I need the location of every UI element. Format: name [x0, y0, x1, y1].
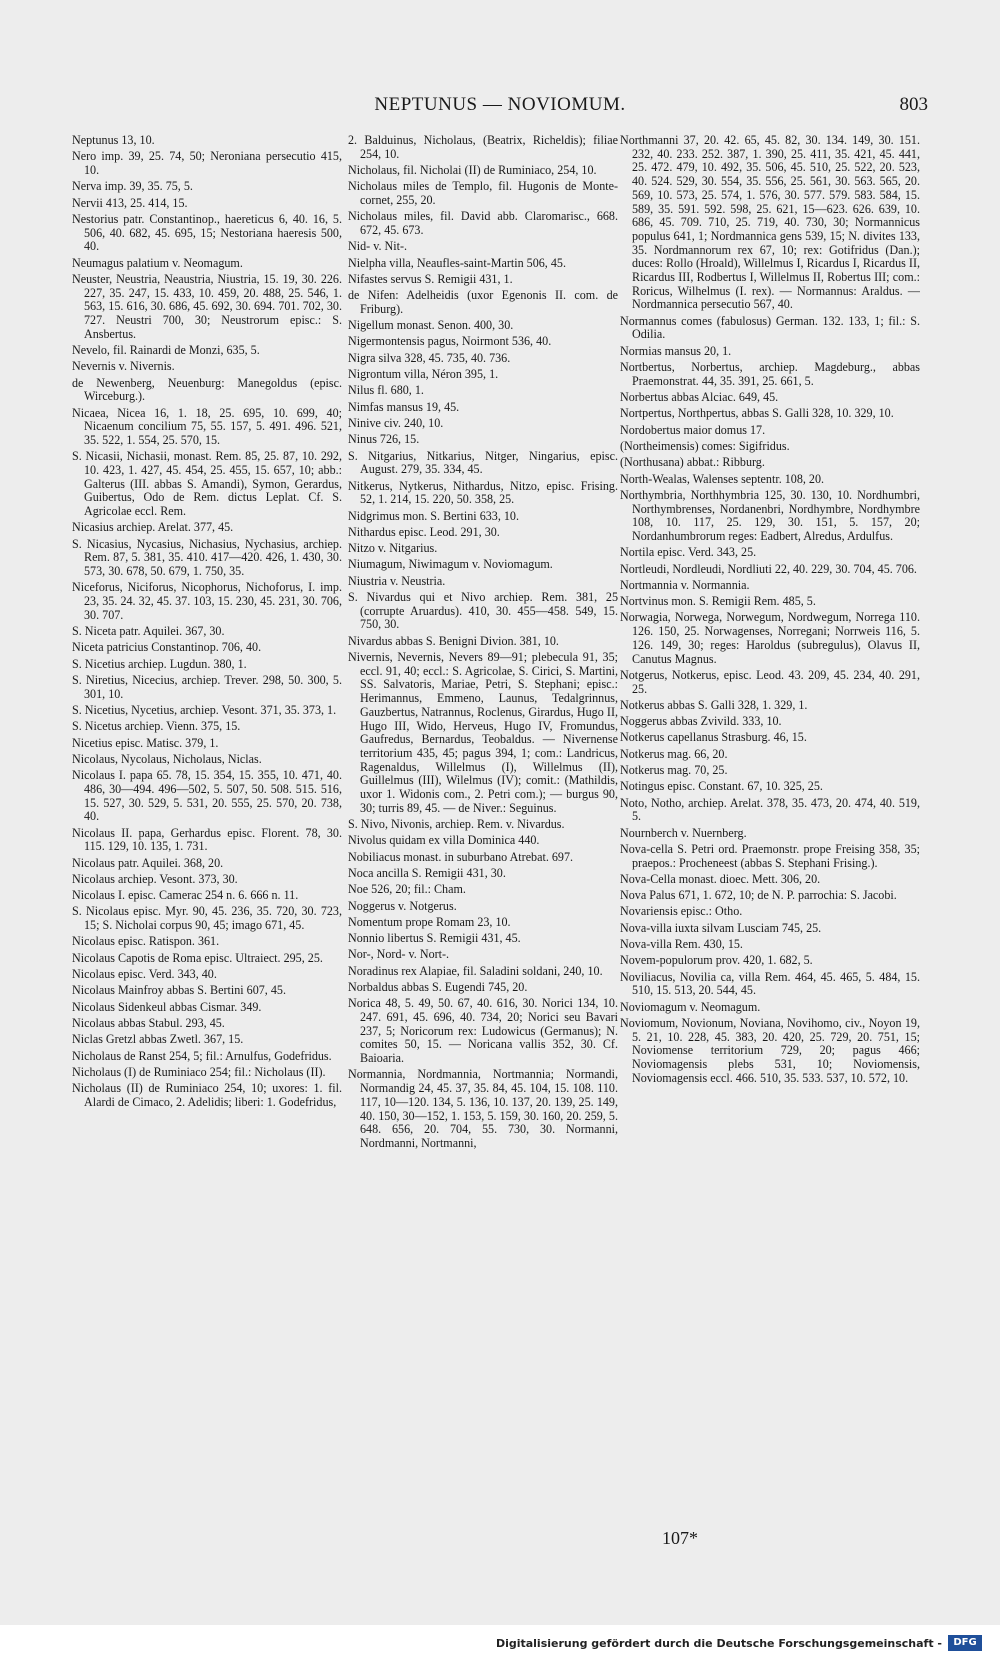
- index-entry: Noviomagum v. Neomagum.: [620, 999, 761, 1014]
- index-entry: Nigermontensis pagus, Noirmont 536, 40.: [348, 334, 552, 349]
- index-entry: Niustria v. Neustria.: [348, 573, 446, 588]
- index-entry: Noviliacus, Novilia ca, villa Rem. 464, 45. 465, 5. 484, 15. 510, 15. 513, 20. 544, 45.: [620, 969, 920, 998]
- index-entry: Neuster, Neustria, Neaustria, Niustria, 15. 19, 30. 226. 227, 35. 247, 15. 433, 10. 459, 20. 488, 25. 546, 1. 563, 15. 616, 30. 686, 45. 692, 30. 694. 701. 702, 30. 727. Neustri 700, 30; Neustrorum episc.: S. Ansbertus.: [72, 271, 342, 341]
- dfg-logo-icon: DFG: [948, 1635, 982, 1651]
- index-entry: Niceta patricius Constantinop. 706, 40.: [72, 640, 262, 655]
- running-title: NEPTUNUS — NOVIOMUM.: [374, 94, 626, 115]
- index-entry: Nevernis v. Nivernis.: [72, 359, 175, 374]
- index-entry: Nortbertus, Norbertus, archiep. Magdeburg., abbas Praemonstrat. 44, 35. 391, 25. 661, 5.: [620, 360, 920, 388]
- index-entry: Neptunus 13, 10.: [72, 134, 155, 147]
- page-number: 803: [899, 94, 928, 115]
- index-entry: Normannus comes (fabulosus) German. 132. 133, 1; fil.: S. Odilia.: [620, 313, 920, 342]
- index-entry: Nicolaus patr. Aquilei. 368, 20.: [72, 855, 224, 870]
- index-entry: de Nifen: Adelheidis (uxor Egenonis II. com. de Friburg).: [348, 288, 618, 316]
- index-entry: Nicholaus miles de Templo, fil. Hugonis de Monte-cornet, 255, 20.: [348, 179, 618, 207]
- index-entry: (Northeimensis) comes: Sigifridus.: [620, 438, 790, 453]
- index-entry: S. Nivardus qui et Nivo archiep. Rem. 381, 25 (corrupte Aruardus). 410, 30. 455—458. 549, 15. 750, 30.: [348, 590, 618, 632]
- index-entry: Nournberch v. Nuernberg.: [620, 825, 747, 840]
- index-entry: Notkerus abbas S. Galli 328, 1. 329, 1.: [620, 697, 808, 712]
- index-entry: Nerva imp. 39, 35. 75, 5.: [72, 179, 193, 194]
- index-entry: Nivolus quidam ex villa Dominica 440.: [348, 833, 540, 848]
- index-column-1: [72, 134, 342, 1534]
- index-entry: Nicolaus Capotis de Roma episc. Ultraiect. 295, 25.: [72, 950, 323, 965]
- index-entry: Norbaldus abbas S. Eugendi 745, 20.: [348, 980, 528, 995]
- index-entry: Novariensis episc.: Otho.: [620, 904, 743, 919]
- index-entry: Nicolaus Sidenkeul abbas Cismar. 349.: [72, 999, 262, 1014]
- index-entry: Nicolaus, Nycolaus, Nicholaus, Niclas.: [72, 751, 262, 766]
- index-entry: Nicolaus episc. Ratispon. 361.: [72, 934, 220, 949]
- index-entry: Nielpha villa, Neaufles-saint-Martin 506, 45.: [348, 255, 566, 270]
- index-entry: Nortpertus, Northpertus, abbas S. Galli 328, 10. 329, 10.: [620, 406, 894, 421]
- index-entry: Nicolaus archiep. Vesont. 373, 30.: [72, 871, 238, 886]
- index-entry: Nicolaus I. episc. Camerac 254 n. 6. 666 n. 11.: [72, 888, 299, 903]
- index-entry: Nidgrimus mon. S. Bertini 633, 10.: [348, 508, 519, 523]
- index-entry: Nortvinus mon. S. Remigii Rem. 485, 5.: [620, 594, 816, 609]
- index-column-2: [348, 134, 618, 1534]
- index-entry: Nicetius episc. Matisc. 379, 1.: [72, 735, 219, 750]
- index-entry: Norbertus abbas Alciac. 649, 45.: [620, 390, 779, 405]
- index-entry: S. Niceta patr. Aquilei. 367, 30.: [72, 624, 225, 639]
- index-entry: (Northusana) abbat.: Ribburg.: [620, 455, 765, 470]
- index-entry: S. Nicetius archiep. Lugdun. 380, 1.: [72, 656, 247, 671]
- index-entry: Normias mansus 20, 1.: [620, 343, 732, 358]
- index-entry: Nortila episc. Verd. 343, 25.: [620, 545, 757, 560]
- index-entry: Neumagus palatium v. Neomagum.: [72, 255, 243, 270]
- index-entry: S. Nicasii, Nichasii, monast. Rem. 85, 25. 87, 10. 292, 10. 423, 1. 427, 45. 454, 25. 455, 15. 657, 10; abb.: Galterus (III. abbas S. Amandi), Symon, Gerardus, Guibertus, Odo de Rem. dictus Leplat. Cf. S. Agricolae eccl. Rem.: [72, 449, 342, 519]
- index-entry: de Newenberg, Neuenburg: Manegoldus (episc. Wirceburg.).: [72, 375, 342, 404]
- index-entry: Notgerus, Notkerus, episc. Leod. 43. 209, 45. 234, 40. 291, 25.: [620, 667, 920, 696]
- index-entry: Ninus 726, 15.: [348, 432, 420, 447]
- index-entry: Nicolaus Mainfroy abbas S. Bertini 607, 45.: [72, 983, 286, 998]
- index-entry: Nortmannia v. Normannia.: [620, 577, 750, 592]
- index-entry: Noviomum, Novionum, Noviana, Novihomo, civ., Noyon 19, 5. 21, 10. 228, 45. 383, 20. 420, 25. 729, 20. 751, 15; Noviomense territorium 729, 20; pagus 466; Noviomagensis plebs 531, 10; Noviomensis, Noviomagensis eccl. 466. 510, 35. 533. 537, 10. 572, 10.: [620, 1015, 920, 1085]
- funding-credit: Digitalisierung gefördert durch die Deutsche Forschungsgemeinschaft -: [495, 1637, 942, 1650]
- index-entry: Nimfas mansus 19, 45.: [348, 399, 460, 414]
- index-entry: Nova-cella S. Petri ord. Praemonstr. prope Freising 358, 35; praepos.: Procheneest (abbas S. Stephani Frising.).: [620, 841, 920, 870]
- index-entry: Notkerus mag. 70, 25.: [620, 763, 728, 777]
- index-entry: Nicolaus episc. Verd. 343, 40.: [72, 967, 217, 982]
- index-entry: Nova-Cella monast. dioec. Mett. 306, 20.: [620, 871, 821, 886]
- index-entry: Nicaea, Nicea 16, 1. 18, 25. 695, 10. 699, 40; Nicaenum concilium 75, 55. 157, 5. 491. 496. 521, 35. 522, 1. 554, 25. 570, 15.: [72, 405, 342, 447]
- index-entry: Nortleudi, Nordleudi, Nordliuti 22, 40. 229, 30. 704, 45. 706.: [620, 561, 917, 576]
- index-entry: Nomentum prope Romam 23, 10.: [348, 914, 511, 929]
- index-entry: Nicholaus miles, fil. David abb. Claromarisc., 668. 672, 45. 673.: [348, 209, 618, 237]
- index-entry: Nero imp. 39, 25. 74, 50; Neroniana persecutio 415, 10.: [72, 149, 342, 177]
- index-entry: S. Nitgarius, Nitkarius, Nitger, Ningarius, episc. August. 279, 35. 334, 45.: [348, 448, 618, 477]
- index-entry: Northymbria, Northhymbria 125, 30. 130, 10. Nordhumbri, Northymbrenses, Nordanenbri, Nordhymbre, Nordhymbre 108, 10. 117, 25. 129, 30. 151, 5. 157, 20; Nordanhumbrorum reges: Eadbert, Alredus, Ardulfus.: [620, 487, 920, 543]
- index-entry: Nigrontum villa, Néron 395, 1.: [348, 367, 499, 382]
- index-entry: Nicolaus abbas Stabul. 293, 45.: [72, 1015, 225, 1030]
- index-entry: Noggerus v. Notgerus.: [348, 898, 457, 913]
- index-entry: Nigellum monast. Senon. 400, 30.: [348, 318, 514, 333]
- index-entry: Noggerus abbas Zvivild. 333, 10.: [620, 714, 782, 729]
- index-entry: Nestorius patr. Constantinop., haereticus 6, 40. 16, 5. 506, 40. 682, 45. 695, 15; Nestoriana haeresis 500, 40.: [72, 211, 342, 254]
- index-entry: Niceforus, Niciforus, Nicophorus, Nichoforus, I. imp. 23, 35. 24. 32, 45. 37. 103, 15. 230, 45. 231, 30. 706, 30. 707.: [72, 580, 342, 622]
- digitization-footer: [0, 1625, 1000, 1661]
- index-entry: S. Nicolaus episc. Myr. 90, 45. 236, 35. 720, 30. 723, 15; S. Nicholai corpus 90, 45; imago 671, 45.: [72, 904, 342, 933]
- index-entry: Notkerus mag. 66, 20.: [620, 746, 728, 761]
- index-entry: Nilus fl. 680, 1.: [348, 383, 424, 398]
- index-entry: Nid- v. Nit-.: [348, 239, 408, 254]
- index-entry: 2. Balduinus, Nicholaus, (Beatrix, Richeldis); filiae 254, 10.: [348, 134, 618, 161]
- index-entry: Nicolaus I. papa 65. 78, 15. 354, 15. 355, 10. 471, 40. 486, 30—494. 496—502, 5. 507, 50. 508. 515. 516, 15. 527, 30. 529, 5. 531, 20. 555, 25. 570, 20. 738, 40.: [72, 768, 342, 824]
- index-entry: Nicholaus (I) de Ruminiaco 254; fil.: Nicholaus (II).: [72, 1064, 326, 1079]
- index-entry: Nicholaus (II) de Ruminiaco 254, 10; uxores: 1. fil. Alardi de Cimaco, 2. Adelidis; liberi: 1. Godefridus,: [72, 1081, 342, 1109]
- index-entry: Northmanni 37, 20. 42. 65, 45. 82, 30. 134. 149, 30. 151. 232, 40. 233. 252. 387, 1. 390, 25. 411, 35. 421, 45. 441, 25. 472. 479, 10. 492, 35. 506, 45. 510, 25. 522, 20. 523, 40. 524. 529, 30. 554, 35. 556, 25. 561, 30. 563. 565, 20. 569, 10. 573, 25. 574, 1. 576, 30. 577. 579. 583. 584, 15. 589, 35. 591. 592. 598, 25. 621, 15—623. 626. 639, 10. 686, 45. 709. 710, 25. 719, 40. 730, 30; Normannicus populus 641, 1; Nordmannica gens 539, 15; N. divites 133, 35. Nordmannorum rex 67, 10; rex: Gotifridus (Dan.); duces: Rollo (Hroald), Willelmus I, Ricardus I, Ricardus II, Ricardus III, Rodbertus I, Willelmus II, Robertus III; com.: Roricus, Wilhelmus (I. rex). — Normannus: Araldus. — Nordmannica persecutio 567, 40.: [620, 134, 920, 312]
- index-entry: Notkerus capellanus Strasburg. 46, 15.: [620, 730, 807, 745]
- index-entry: S. Nivo, Nivonis, archiep. Rem. v. Nivardus.: [348, 817, 565, 832]
- index-entry: Nervii 413, 25. 414, 15.: [72, 195, 188, 210]
- index-entry: Nivardus abbas S. Benigni Divion. 381, 10.: [348, 633, 559, 648]
- index-entry: S. Nicasius, Nycasius, Nichasius, Nychasius, archiep. Rem. 87, 5. 381, 35. 410. 417—420. 426, 1. 430, 30. 573, 30. 678, 50. 679, 1. 750, 35.: [72, 536, 342, 579]
- index-entry: S. Niretius, Nicecius, archiep. Trever. 298, 50. 300, 5. 301, 10.: [72, 673, 342, 701]
- index-entry: Nor-, Nord- v. Nort-.: [348, 947, 450, 962]
- index-entry: Nova Palus 671, 1. 672, 10; de N. P. parrochia: S. Jacobi.: [620, 888, 897, 903]
- index-entry: Noca ancilla S. Remigii 431, 30.: [348, 865, 506, 880]
- index-entry: Noradinus rex Alapiae, fil. Saladini soldani, 240, 10.: [348, 963, 603, 978]
- index-entry: Notingus episc. Constant. 67, 10. 325, 25.: [620, 779, 823, 794]
- index-columns: [72, 134, 928, 1534]
- index-entry: S. Nicetus archiep. Vienn. 375, 15.: [72, 719, 241, 734]
- index-entry: Nitkerus, Nytkerus, Nithardus, Nitzo, episc. Frising. 52, 1. 214, 15. 220, 50. 358, 25.: [348, 478, 618, 507]
- index-entry: Novem-populorum prov. 420, 1. 682, 5.: [620, 953, 813, 968]
- index-entry: Nicolaus II. papa, Gerhardus episc. Florent. 78, 30. 115. 129, 10. 135, 1. 731.: [72, 825, 342, 854]
- signature-mark: 107*: [662, 1528, 698, 1548]
- index-entry: Nicholaus, fil. Nicholai (II) de Ruminiaco, 254, 10.: [348, 163, 597, 177]
- index-entry: Nova-villa iuxta silvam Lusciam 745, 25.: [620, 920, 822, 935]
- index-entry: Norwagia, Norwega, Norwegum, Nordwegum, Norrega 110. 126. 150, 25. Norwagenses, Norregani; Norrweis 116, 5. 126. 149, 30; reges: Haroldus (subregulus), Olavus II, Canutus Magnus.: [620, 610, 920, 666]
- index-entry: Niumagum, Niwimagum v. Noviomagum.: [348, 557, 553, 572]
- index-entry: Nicholaus de Ranst 254, 5; fil.: Arnulfus, Godefridus.: [72, 1048, 332, 1063]
- index-entry: Nova-villa Rem. 430, 15.: [620, 937, 743, 952]
- index-column-3: [620, 134, 920, 1534]
- index-entry: Ninive civ. 240, 10.: [348, 415, 444, 430]
- index-entry: Nifastes servus S. Remigii 431, 1.: [348, 271, 513, 286]
- index-entry: Nitzo v. Nitgarius.: [348, 541, 438, 556]
- index-entry: Nithardus episc. Leod. 291, 30.: [348, 524, 500, 539]
- index-entry: S. Nicetius, Nycetius, archiep. Vesont. 371, 35. 373, 1.: [72, 703, 337, 717]
- index-entry: Normannia, Nordmannia, Nortmannia; Normandi, Normandig 24, 45. 37, 35. 84, 45. 104, 15. 108. 110. 117, 10—120. 134, 5. 136, 10. 137, 20. 139, 25. 149, 40. 150, 30—152, 1. 153, 5. 159, 30. 160, 20. 259, 5. 648. 656, 20. 704, 55. 730, 30. Normanni, Nordmanni, Nortmanni,: [348, 1067, 618, 1150]
- index-entry: North-Wealas, Walenses septentr. 108, 20.: [620, 471, 825, 486]
- page-header: [72, 94, 928, 124]
- index-entry: Norica 48, 5. 49, 50. 67, 40. 616, 30. Norici 134, 10. 247. 691, 45. 696, 40. 734, 20; Norici seu Bavari 237, 5; Noricorum rex: Ludowicus (Germanus); N. comites 50, 15. — Noricana vallis 352, 30. Cf. Baioaria.: [348, 996, 618, 1066]
- index-entry: Nordobertus maior domus 17.: [620, 422, 766, 437]
- index-entry: Niclas Gretzl abbas Zwetl. 367, 15.: [72, 1032, 244, 1047]
- index-entry: Nobiliacus monast. in suburbano Atrebat. 697.: [348, 849, 574, 864]
- index-entry: Nonnio libertus S. Remigii 431, 45.: [348, 931, 521, 946]
- index-entry: Nicasius archiep. Arelat. 377, 45.: [72, 520, 234, 535]
- index-entry: Noe 526, 20; fil.: Cham.: [348, 882, 466, 897]
- index-entry: Nivernis, Nevernis, Nevers 89—91; plebecula 91, 35; eccl. 91, 40; eccl.: S. Agricolae, S. Cirici, S. Martini, SS. Salvatoris, Mariae, Petri, S. Stephani; episc.: Herimannus, Emmeno, Launus, Tedalgrinnus, Gauzbertus, Natrannus, Roclenus, Girardus, Hugo II, Hugo III, Wido, Herveus, Hugo IV, Fromundus, Gaufredus, Bernardus, Teobaldus. — Nivernense territorium 435, 45; pagus 394, 1; com.: Landricus, Ragenaldus, Willelmus (I), Willelmus (II), Guillelmus (III), Wilelmus (IV); comit.: (Mathildis, uxor 1. Widonis com., 2. Petri com.); — burgus 90, 30; turris 89, 45. — de Niver.: Seguinus.: [348, 650, 618, 815]
- index-entry: Nevelo, fil. Rainardi de Monzi, 635, 5.: [72, 343, 260, 357]
- index-entry: Noto, Notho, archiep. Arelat. 378, 35. 473, 20. 474, 40. 519, 5.: [620, 795, 920, 824]
- index-entry: Nigra silva 328, 45. 735, 40. 736.: [348, 350, 511, 365]
